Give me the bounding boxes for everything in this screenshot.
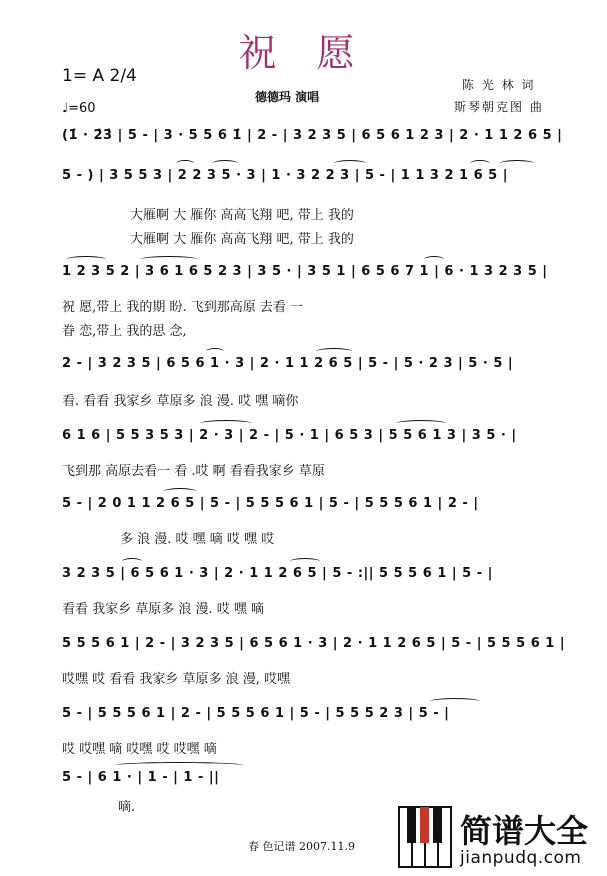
watermark-title: 简谱大全	[460, 812, 589, 850]
watermark-url: jianpudq.com	[460, 848, 582, 868]
score-row-6-lyrics: 多 浪 漫. 哎 嘿 嘀 哎 嘿 哎	[120, 532, 275, 547]
score-row-4-notes: 2 - | 3 2 3 5 | 6 5 6 1 · 3 | 2 · 1 1 2 6 5 | 5 - | 5 · 2 3 | 5 · 5 |	[62, 356, 514, 371]
site-watermark	[398, 806, 606, 874]
score-row-8-lyrics: 哎嘿 哎 看看 我家乡 草原多 浪 漫, 哎嘿	[62, 672, 291, 687]
performer-credit: 德德玛 演唱	[255, 90, 320, 104]
score-row-3-notes: 1 2 3 5 2 | 3 6 1 6 5 2 3 | 3 5 · | 3 5 1 | 6 5 6 7 1 | 6 · 1 3 2 3 5 |	[62, 264, 548, 279]
score-row-2-lyrics-2: 大雁啊 大 雁你 高高飞翔 吧, 带上 我的	[130, 232, 354, 247]
score-row-10-notes: 5 - | 6 1 · | 1 - | 1 - ||	[62, 770, 220, 785]
page-title: 祝 愿	[238, 31, 369, 75]
score-row-6-notes: 5 - | 2 0 1 1 2 6 5 | 5 - | 5 5 5 6 1 | 5 - | 5 5 5 6 1 | 2 - |	[62, 496, 479, 511]
score-row-7-lyrics: 看看 我家乡 草原多 浪 漫. 哎 嘿 嘀	[62, 602, 265, 617]
score-row-2-notes: 5 - ) | 3 5 5 3 | 2 2 3 5 · 3 | 1 · 3 2 2 3 | 5 - | 1 1 3 2 1 6 5 |	[62, 168, 508, 183]
score-row-3-lyrics-1: 祝 愿,带上 我的期 盼. 飞到那高原 去看 一	[62, 300, 304, 315]
score-row-2-lyrics-1: 大雁啊 大 雁你 高高飞翔 吧, 带上 我的	[130, 208, 354, 223]
score-row-1-notes: (1̇ · 2̇3̇ | 5 - | 3 · 5 5 6 1̇ | 2 - | 3 2 3 5 | 6 5 6 1 2 3 | 2 · 1 1 2 6 5 |	[62, 128, 563, 143]
score-row-4-lyrics: 看. 看看 我家乡 草原多 浪 漫. 哎 嘿 嘀你	[62, 394, 299, 409]
tempo-marking: ♩=60	[62, 101, 96, 116]
score-row-7-notes: 3 2 3 5 | 6 5 6 1 · 3 | 2 · 1 1 2 6 5 | 5 - :|| 5 5 5 6 1 | 5 - |	[62, 566, 493, 581]
score-row-8-notes: 5 5 5 6 1 | 2 - | 3 2 3 5 | 6 5 6 1 · 3 | 2 · 1 1 2 6 5 | 5 - | 5 5 5 6 1 |	[62, 636, 566, 651]
transcriber-note: 春 色记谱 2007.11.9	[248, 840, 355, 853]
score-row-10-lyrics: 嘀.	[118, 800, 136, 815]
score-row-9-notes: 5 - | 5 5 5 6 1 | 2 - | 5 5 5 6 1 | 5 - | 5 5 5 2 3 | 5 - |	[62, 706, 450, 721]
score-row-3-lyrics-2: 眷 恋,带上 我的思 念,	[62, 324, 187, 339]
composer-credit: 斯琴朝克图 曲	[454, 100, 544, 114]
score-row-5-notes: 6 1 6 | 5 5 3 5 3 | 2 · 3 | 2 - | 5 · 1 | 6 5 3 | 5 5 6 1 3 | 3 5 · |	[62, 428, 517, 443]
key-signature: 1= A 2/4	[62, 66, 137, 86]
score-row-9-lyrics: 哎 哎嘿 嘀 哎嘿 哎 哎嘿 嘀	[62, 742, 217, 757]
lyricist-credit: 陈 光 林 词	[462, 78, 536, 92]
piano-keys-icon	[398, 806, 452, 868]
score-row-5-lyrics: 飞到那 高原去看一 看 .哎 啊 看看我家乡 草原	[62, 464, 325, 479]
